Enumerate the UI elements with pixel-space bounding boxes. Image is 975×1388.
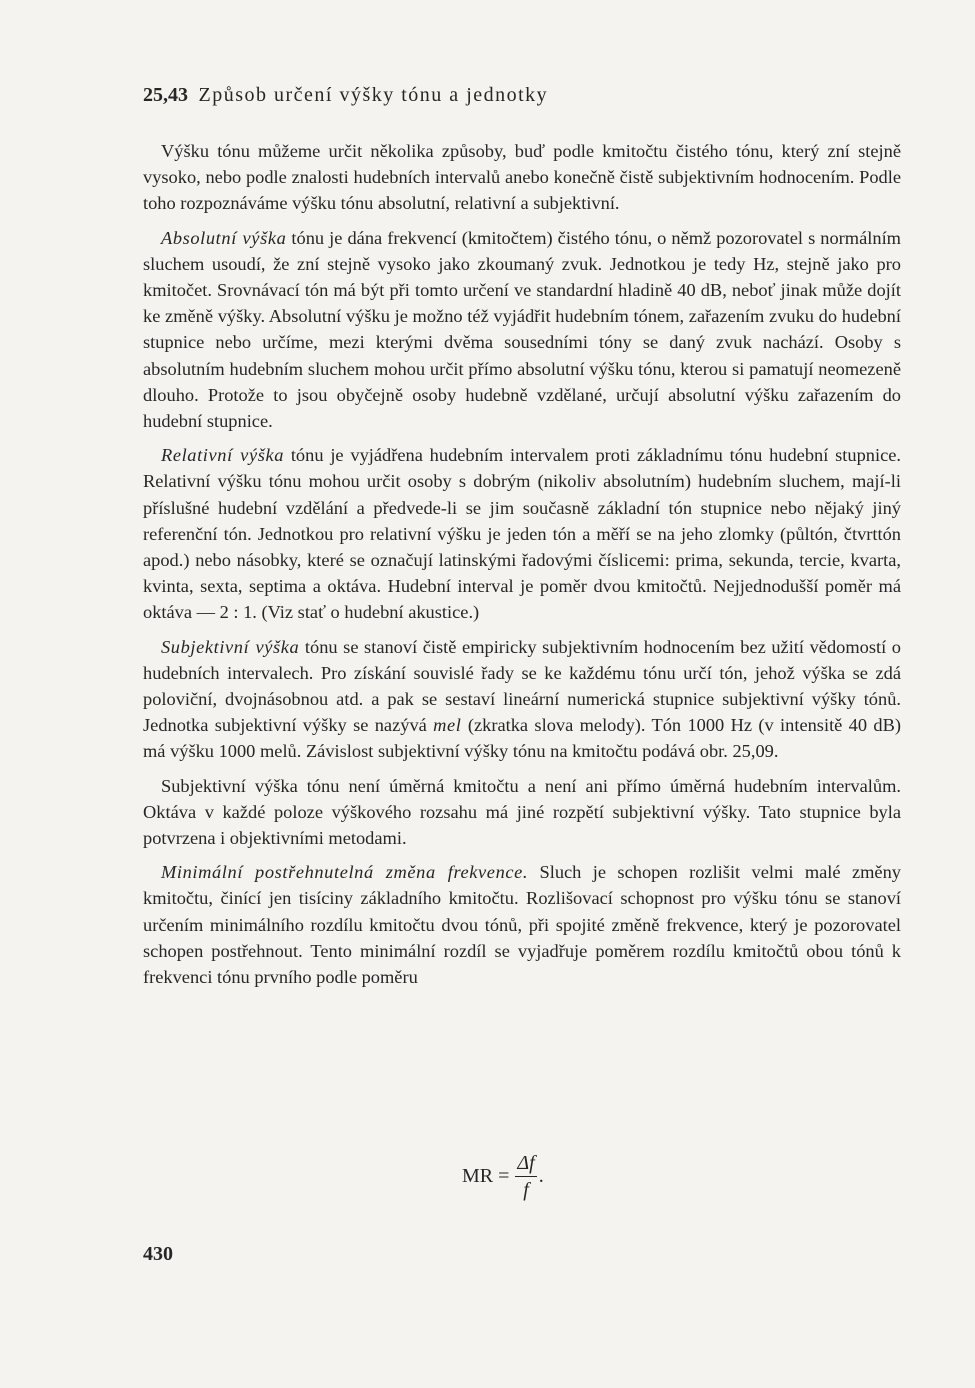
formula-end: . — [538, 1165, 544, 1187]
paragraph-text: tónu je vyjádřena hudebním intervalem proti základnímu tónu hudební stupnice. Relativní výšku tónu mohou určit osoby s dobrým (nikoliv absolutním) hudebním sluchem, mají-li příslušné hudební vzdělání a předvede-li se jim současně základní tón stupnice nebo nějaký jiný referenční tón. Jednotkou pro relativní výšku je jeden tón a měří se na jeho zlomky (půltón, čtvrttón apod.) nebo násobky, které se označují latinskými řadovými číslicemi: prima, sekunda, tercie, kvarta, kvinta, sexta, septima a oktáva. Hudební interval je poměr dvou kmitočtů. Nejjednodušší poměr má oktáva — 2 : 1. (Viz stať o hudební akustice.) — [143, 445, 901, 623]
term-mel: mel — [433, 715, 462, 736]
paragraph-subjective-pitch — [143, 634, 901, 765]
section-title: Způsob určení výšky tónu a jednotky — [198, 84, 549, 106]
paragraph-relative-pitch — [143, 442, 901, 625]
term-relative-pitch: Relativní výška — [161, 445, 285, 466]
term-min-frequency-change: Minimální postřehnutelná změna frekvence. — [161, 862, 529, 883]
page-number: 430 — [143, 1243, 173, 1265]
paragraph-text: Sluch je schopen rozlišit velmi malé změny kmitočtu, činící jen tisíciny základního kmitočtu. Rozlišovací schopnost pro výšku tónu se stanoví určením minimálního rozdílu kmitočtu dvou tónů, při spojité změně frekvence, který je pozorovatel schopen postřehnout. Tento minimální rozdíl se vyjadřuje poměrem rozdílu kmitočtů obou tónů k frekvenci tónu prvního podle poměru — [143, 862, 901, 988]
paragraph-min-frequency-change — [143, 859, 901, 990]
paragraph-text-tail: (zkratka slova melody). Tón 1000 Hz (v intensitě 40 dB) má výšku 1000 melů. Závislost subjektivní výšky tónu na kmitočtu podává obr. 25,09. — [143, 715, 901, 762]
section-heading — [143, 84, 548, 107]
formula-numerator: Δf — [515, 1150, 536, 1177]
term-subjective-pitch: Subjektivní výška — [161, 636, 300, 657]
formula-mr — [462, 1150, 544, 1203]
body-text — [143, 138, 901, 998]
paragraph-text: tónu je dána frekvencí (kmitočtem) čistého tónu, o němž pozorovatel s normálním sluchem usoudí, že zní stejně vysoko jako zkoumaný zvuk. Jednotkou je tedy Hz, stejně jako pro kmitočet. Srovnávací tón má být při tomto určení ve standardní hladině 40 dB, neboť jinak může dojít ke změně výšky. Absolutní výšku je možno též vyjádřit hudebním tónem, zařazením zvuku do hudební stupnice nebo určíme, mezi kterými dvěma sousedními tóny se daný zvuk nachází. Osoby s absolutním hudebním sluchem mohou určit přímo absolutní výšku tónu, kterou si pamatují neomezeně dlouho. Protože to jsou obyčejně osoby hudebně vzdělané, určují absolutní výšku zařazením do hudební stupnice. — [143, 227, 901, 432]
formula-denominator: f — [523, 1179, 529, 1201]
paragraph-absolute-pitch — [143, 225, 901, 435]
section-number: 25,43 — [143, 84, 188, 106]
formula-lhs: MR = — [462, 1165, 510, 1187]
paragraph-text: tónu se stanoví čistě empiricky subjektivním hodnocením bez užití vědomostí o hudebních intervalech. Pro získání souvislé řady se ke každému tónu určí tón, jehož výška se zdá poloviční, dvojnásobnou atd. a pak se sestaví lineární numerická stupnice subjektivní výšky tónů. Jednotka subjektivní výšky se nazývá — [143, 636, 901, 736]
term-absolute-pitch: Absolutní výška — [161, 227, 287, 248]
paragraph-subjective-note — [143, 773, 901, 852]
paragraph-intro — [143, 138, 901, 217]
paragraph-text: Výšku tónu můžeme určit několika způsoby, buď podle kmitočtu čistého tónu, který zní stejně vysoko, nebo podle znalosti hudebních intervalů anebo konečně čistě subjektivním hodnocením. Podle toho rozpoznáváme výšku tónu absolutní, relativní a subjektivní. — [143, 141, 901, 214]
formula-fraction — [515, 1150, 536, 1203]
paragraph-text: Subjektivní výška tónu není úměrná kmitočtu a není ani přímo úměrná hudebním intervalům. Oktáva v každé poloze výškového rozsahu má jiné rozpětí subjektivní výšky. Tato stupnice byla potvrzena i objektivními metodami. — [143, 775, 901, 849]
